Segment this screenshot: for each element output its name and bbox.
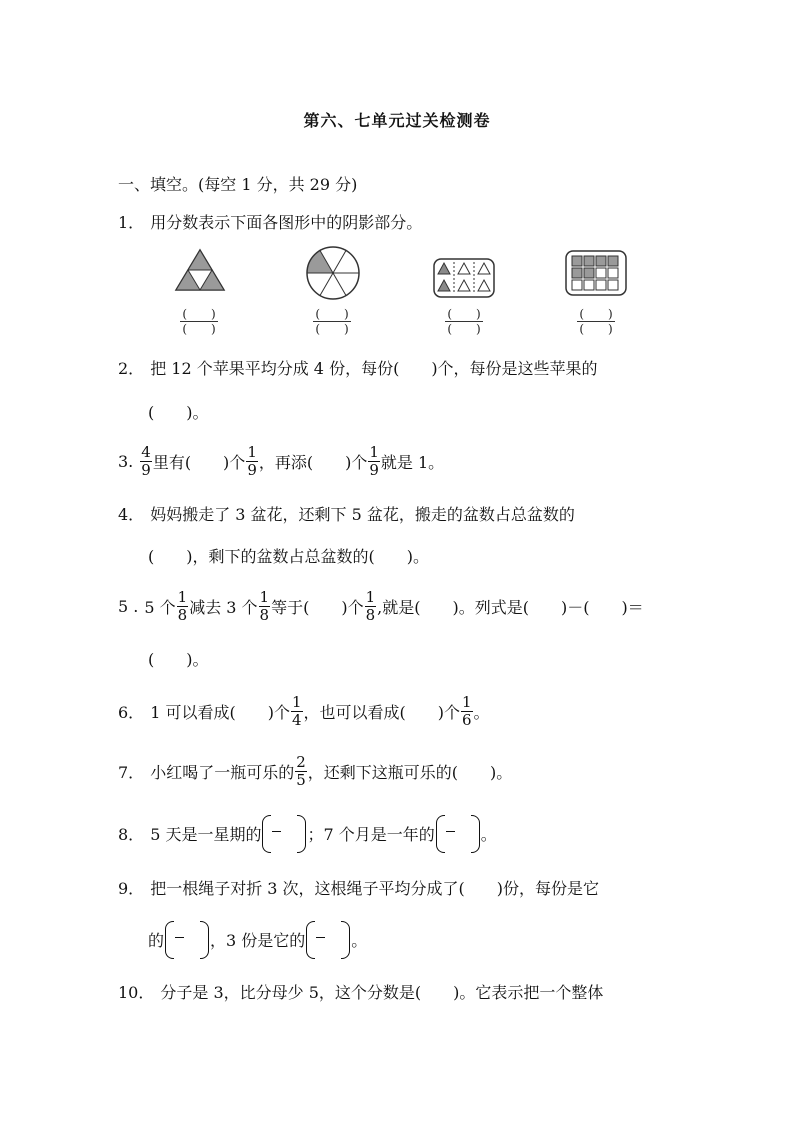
question-5: 5 . 5 个 $\frac{1}{8}$ 减去 3 个 $\frac{1}{8}$ 等于( )个 $\frac{1}{8}$ ,就是( )。列式是( )－( )＝ bbox=[118, 587, 644, 624]
answer-blank-4[interactable]: ( ) ( ) bbox=[577, 307, 617, 341]
question-8: 8． 5 天是一星期的 ；7 个月是一年的 。 bbox=[118, 812, 497, 854]
question-4-cont: ( )，剩下的盆数占总盆数的( )。 bbox=[148, 546, 429, 566]
question-2-cont: ( )。 bbox=[148, 402, 209, 422]
fraction: $\frac{1}{8}$ bbox=[259, 587, 270, 624]
fraction: $\frac{1}{6}$ bbox=[462, 692, 472, 729]
figure-circle bbox=[305, 245, 361, 301]
question-6: 6． 1 可以看成( )个 $\frac{1}{4}$ ，也可以看成( )个 $\frac{1}{6}$ 。 bbox=[118, 692, 490, 729]
page-title: 第六、七单元过关检测卷 bbox=[303, 111, 491, 130]
question-9: 9． 把一根绳子对折 3 次，这根绳子平均分成了( )份，每份是它 bbox=[118, 878, 600, 898]
fraction: $\frac{1}{9}$ bbox=[369, 442, 379, 479]
question-number: 1． bbox=[118, 212, 145, 232]
figure-square-box bbox=[565, 250, 627, 296]
question-3: 3. $\frac{4}{9}$ 里有( )个 $\frac{1}{9}$ ，再添( )个 $\frac{1}{9}$ 就是 1。 bbox=[118, 442, 445, 479]
figure-triangle bbox=[174, 248, 226, 292]
fraction-answer-blank[interactable] bbox=[306, 919, 350, 959]
fraction: $\frac{1}{8}$ bbox=[365, 587, 376, 624]
fraction: $\frac{1}{8}$ bbox=[177, 587, 188, 624]
question-4: 4． 妈妈搬走了 3 盆花，还剩下 5 盆花，搬走的盆数占总盆数的 bbox=[118, 504, 575, 524]
question-text: 用分数表示下面各图形中的阴影部分。 bbox=[150, 212, 423, 232]
answer-blank-3[interactable]: ( ) ( ) bbox=[445, 307, 485, 341]
fraction: $\frac{1}{4}$ bbox=[291, 692, 302, 729]
fraction-answer-blank[interactable] bbox=[165, 919, 209, 959]
fraction-answer-blank[interactable] bbox=[436, 813, 480, 853]
figure-triangle-box bbox=[433, 258, 495, 298]
question-2: 2． 把 12 个苹果平均分成 4 份，每份( )个，每份是这些苹果的 bbox=[118, 358, 598, 378]
question-7: 7． 小红喝了一瓶可乐的 $\frac{2}{5}$ ，还剩下这瓶可乐的( )。 bbox=[118, 752, 513, 789]
section-heading: 一、填空。(每空 1 分，共 29 分) bbox=[118, 175, 358, 194]
question-10: 10． 分子是 3，比分母少 5，这个分数是( )。它表示把一个整体 bbox=[118, 982, 604, 1002]
fraction-answer-blank[interactable] bbox=[262, 813, 306, 853]
question-5-cont: ( )。 bbox=[148, 649, 209, 669]
fraction: $\frac{2}{5}$ bbox=[296, 752, 306, 789]
fraction: $\frac{1}{9}$ bbox=[247, 442, 257, 479]
answer-blank-2[interactable]: ( ) ( ) bbox=[313, 307, 353, 341]
question-1 bbox=[118, 206, 422, 236]
answer-blank-1[interactable]: ( ) ( ) bbox=[180, 307, 220, 341]
fraction: $\frac{4}{9}$ bbox=[141, 442, 151, 479]
question-9-cont: 的 ，3 份是它的 。 bbox=[148, 918, 367, 960]
